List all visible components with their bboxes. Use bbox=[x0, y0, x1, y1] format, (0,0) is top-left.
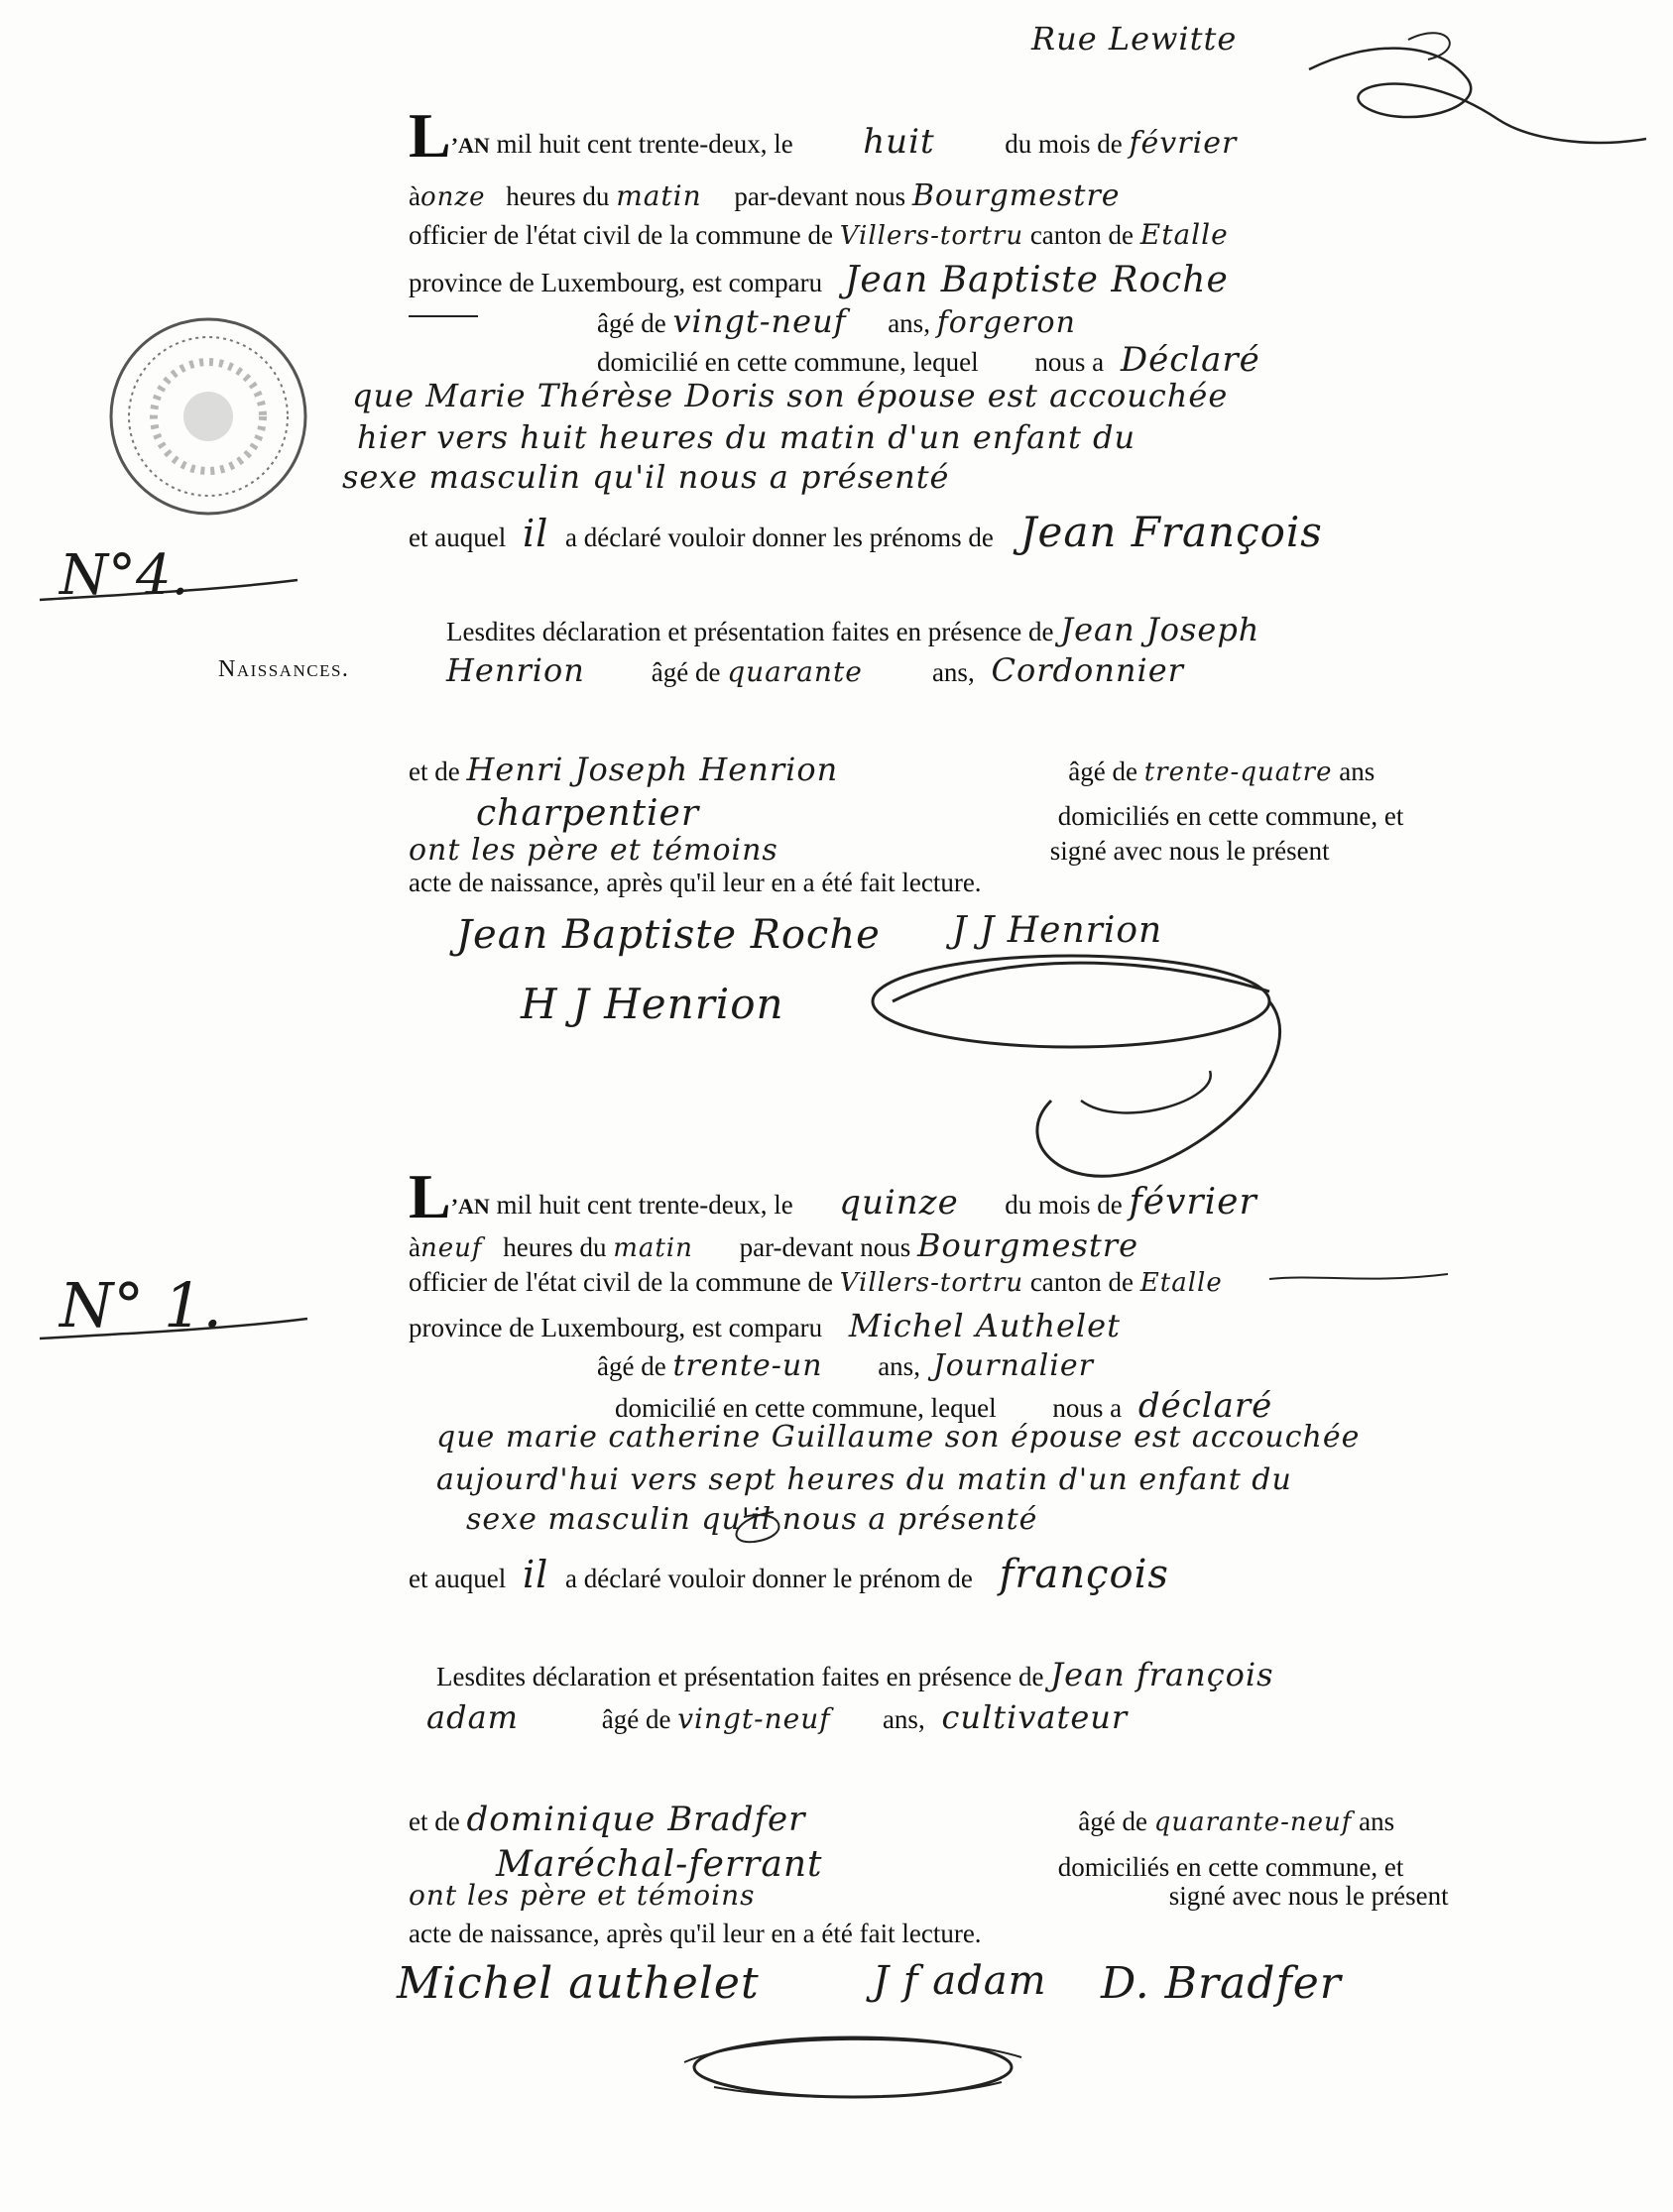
record-line-commune: officier de l'état civil de la commune de Villers-tortru canton de Etalle bbox=[409, 1267, 1223, 1298]
signature-witness-2: H J Henrion bbox=[521, 980, 784, 1028]
record-line-prenom: et auquel il a déclaré vouloir donner les prénoms de Jean François bbox=[409, 508, 1323, 556]
month-value: février bbox=[1129, 1182, 1257, 1222]
closing-text: acte de naissance, après qu'il leur en a été fait lecture. bbox=[409, 1919, 982, 1948]
paraph-1 bbox=[873, 956, 1269, 1047]
record-line-domicile: domicilié en cette commune, lequel nous a déclaré bbox=[615, 1386, 1273, 1426]
record-line-age: âgé de vingt-neuf ans, forgeron bbox=[597, 302, 1076, 340]
witness-line-2b: Maréchal-ferrant domiciliés en cette commune, et bbox=[496, 1844, 1404, 1885]
day-value: quinze bbox=[839, 1183, 959, 1222]
record-line-hour: àneuf heures du matin par-devant nous Bourgmestre bbox=[409, 1226, 1138, 1264]
witness-line-2: et de dominique Bradfer âgé de quarante-neuf ans bbox=[409, 1800, 1395, 1839]
declaration-line-2: hier vers huit heures du matin d'un enfant du bbox=[357, 418, 1136, 456]
declaration-line-1: que Marie Thérèse Doris son épouse est accouchée bbox=[352, 377, 1229, 414]
declaration-line-3: sexe masculin qu'il nous a présenté bbox=[342, 458, 950, 496]
closing-text: acte de naissance, après qu'il leur en a été fait lecture. bbox=[409, 868, 982, 897]
record-line-declarant: province de Luxembourg, est comparu Michel Authelet bbox=[409, 1307, 1121, 1344]
witness-line-1: Lesdites déclaration et présentation faites en présence de Jean françois bbox=[436, 1656, 1274, 1693]
declaration-line-2: aujourd'hui vers sept heures du matin d'un enfant du bbox=[436, 1462, 1292, 1497]
declaration-line-1: que marie catherine Guillaume son épouse est accouchée bbox=[436, 1420, 1361, 1455]
signature-witness-1: J f adam bbox=[873, 1958, 1047, 2004]
record-number: N° 1. bbox=[60, 1269, 223, 1341]
signature-witness-2: D. Bradfer bbox=[1101, 1958, 1342, 2009]
witness-line-2c: ont les père et témoins signé avec nous le présent bbox=[409, 833, 1330, 868]
record-line-commune: officier de l'état civil de la commune de Villers-tortru canton de Etalle bbox=[409, 218, 1229, 251]
header-note: Rue Lewitte bbox=[1031, 20, 1238, 58]
record-line-date: L’AN mil huit cent trente-deux, le quinze du mois de février bbox=[409, 1161, 1257, 1231]
official-seal bbox=[111, 319, 305, 514]
day-value: huit bbox=[863, 122, 935, 162]
child-first-name: Jean François bbox=[1019, 508, 1323, 556]
declarant-name: Michel Authelet bbox=[848, 1307, 1121, 1344]
signature-declarant: Michel authelet bbox=[397, 1958, 760, 2009]
witness-line-1: Lesdites déclaration et présentation faites en présence de Jean Joseph bbox=[446, 611, 1260, 648]
witness-line-2: et de Henri Joseph Henrion âgé de trente-quatre ans bbox=[409, 751, 1375, 788]
record-line-age: âgé de trente-un ans, Journalier bbox=[597, 1348, 1094, 1383]
record-line-date: L’AN mil huit cent trente-deux, le huit du mois de février bbox=[409, 100, 1238, 171]
record-line-hour: àonze heures du matin par-devant nous Bourgmestre bbox=[409, 178, 1121, 213]
declaration-line-3: sexe masculin qu'il nous a présenté bbox=[466, 1502, 1038, 1537]
margin-label-births: Naissances. bbox=[218, 656, 350, 682]
child-first-name: françois bbox=[999, 1552, 1169, 1597]
signature-declarant: Jean Baptiste Roche bbox=[456, 912, 881, 958]
witness-line-2c: ont les père et témoins signé avec nous le présent bbox=[409, 1879, 1449, 1912]
header-flourish bbox=[1309, 49, 1646, 143]
record-line-prenom: et auquel il a déclaré vouloir donner le prénom de françois bbox=[409, 1552, 1169, 1597]
witness-line-1b: Henrion âgé de quarante ans, Cordonnier bbox=[446, 651, 1184, 689]
declarant-name: Jean Baptiste Roche bbox=[844, 260, 1229, 300]
signature-witness-1: J J Henrion bbox=[952, 910, 1163, 951]
record-number: N°4. bbox=[60, 543, 189, 608]
witness-line-2b: charpentier domiciliés en cette commune, et bbox=[476, 793, 1404, 834]
official-value: Bourgmestre bbox=[911, 178, 1121, 213]
official-value: Bourgmestre bbox=[917, 1226, 1138, 1264]
record-line-declarant: province de Luxembourg, est comparu Jean Baptiste Roche bbox=[409, 260, 1229, 300]
witness-line-1b: adam âgé de vingt-neuf ans, cultivateur bbox=[426, 1698, 1129, 1736]
month-value: février bbox=[1129, 126, 1238, 161]
record-line-domicile: domicilié en cette commune, lequel nous a Déclaré bbox=[597, 340, 1260, 380]
